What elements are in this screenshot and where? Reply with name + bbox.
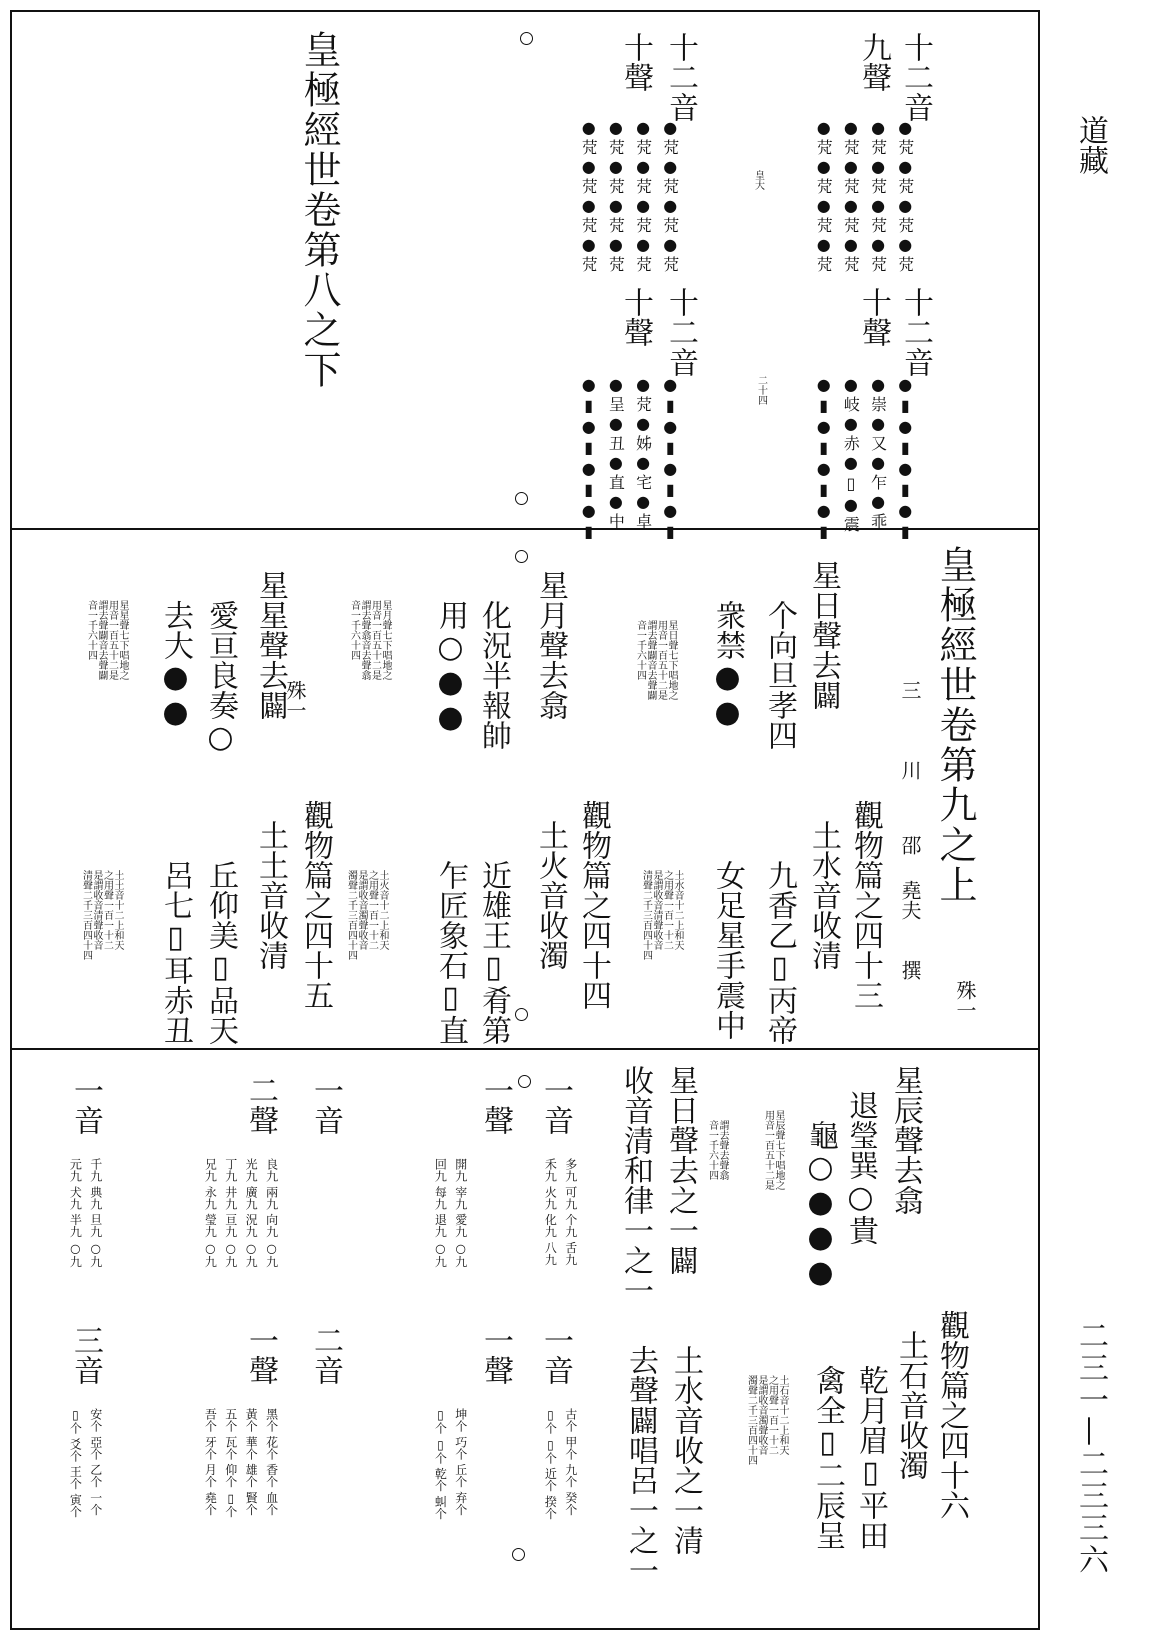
tbl-8-rows: 安个 亞个 乙个 一个 ▯个 爻个 王个 寅个 (68, 1408, 103, 1518)
note-b2-line: 濁聲二千三百四十四 (345, 870, 357, 960)
tbl-4-rows: 千九 典九 旦九 ○九 元九 犬九 半九 ○九 (68, 1158, 103, 1268)
block-header-1b: 九聲 (856, 32, 891, 92)
col-4: 星月聲去翕 (533, 570, 568, 720)
hole-marker (520, 32, 533, 45)
side-note-1: 皇大 (752, 170, 764, 190)
tbl-6-header: 一聲 (478, 1325, 513, 1385)
tbl-1-rows: 多九 可九 个九 舌九 禾九 火九 化九 八九 (543, 1158, 578, 1266)
tbl-2-header: 一聲 (478, 1075, 513, 1135)
tbl-3-header-a: 一音 (308, 1075, 343, 1135)
col-8: 愛亘良奏○ (203, 600, 238, 755)
col-b6: 土火音收濁 (533, 820, 568, 970)
col-b11: 丘仰美▯品天 (203, 860, 238, 1045)
note-b2-line: 土火音十二上和天 (377, 870, 388, 950)
tbl-6-rows: 坤个 巧个 丘个 弃个 ▯个 ▯个 乾个 虯个 (433, 1408, 468, 1520)
note-3-line: 音一千六十四 (85, 600, 97, 660)
note-b3-line: 是謂收音清聲收音 (91, 870, 102, 950)
heading-43: 觀物篇之四十三 (848, 800, 883, 1010)
note-2 (348, 600, 390, 680)
note-b3-line: 土土音十二上和天 (112, 870, 123, 950)
section-mark-2: 殊一 (283, 680, 307, 720)
bb-note (745, 1375, 787, 1465)
hole-marker (512, 1548, 525, 1561)
note-2-line: 音一千六十四 (348, 600, 360, 660)
author-2: 川 (898, 760, 922, 780)
bt-col-2: 退瑩巽○貴 (843, 1090, 878, 1245)
note-b1-line: 之用聲一百一十二 (661, 870, 673, 950)
section-mark: 殊一 (953, 980, 977, 1020)
note-1-line: 星日聲七下唱地之 (666, 620, 677, 700)
col-b12: 呂七▯耳赤丑 (158, 860, 193, 1045)
col-1: 星日聲去闢 (806, 560, 841, 710)
block-header-4a: 十二音 (663, 287, 698, 377)
hole-marker (515, 550, 528, 563)
bb-note-line: 濁聲二千三百四十四 (745, 1375, 757, 1465)
tbl-5-rows: 古个 甲个 九个 癸个 ▯个 ▯个 近个 揆个 (543, 1408, 578, 1520)
bb-col-2: 土石音收濁 (893, 1330, 928, 1480)
note-3-line: 謂去聲闢音去聲闢 (96, 600, 107, 680)
note-3-line: 用音一百五十二是 (106, 600, 118, 680)
block-header-2b: 十聲 (618, 32, 653, 92)
note-3-line: 星星聲七下唱地之 (117, 600, 128, 680)
hole-marker (515, 492, 528, 505)
bt-note-1-line: 星辰聲七下唱地之 (773, 1110, 784, 1190)
col-b7: 近雄王▯肴第 (476, 860, 511, 1045)
block-header-1a: 十二音 (898, 32, 933, 122)
side-note-2: 二十四 (755, 375, 767, 405)
margin-right-bottom: 二三一—二三三六 (1073, 1320, 1108, 1576)
col-b8: 乍匠象石▯直 (433, 860, 468, 1045)
divider-bottom (10, 1048, 1040, 1050)
col-5: 化況半報帥 (476, 600, 511, 750)
margin-right-top: 道藏 (1073, 115, 1108, 175)
note-b1 (640, 870, 682, 960)
author-3: 邵 (898, 835, 922, 855)
bt-note-2 (706, 1120, 727, 1180)
note-b3-line: 之用聲一百一十二 (101, 870, 113, 950)
tbl-3-rows: 良九 兩九 向九 ○九 光九 廣九 況九 ○九 丁九 井九 亘九 ○九 兄九 永九 瑩九 ○九 (203, 1158, 279, 1268)
col-b2: 土水音收清 (806, 820, 841, 970)
bt-col-5: 收音清和律一之一 (618, 1065, 653, 1305)
block-header-3a: 十二音 (898, 287, 933, 377)
tbl-1-header: 一音 (538, 1075, 573, 1135)
col-7: 星星聲去闢 (253, 570, 288, 720)
bb-note-line: 是謂收音濁聲收音 (756, 1375, 767, 1455)
note-b1-line: 土水音十二上和天 (672, 870, 683, 950)
bt-col-1: 星辰聲去翕 (888, 1065, 923, 1215)
hole-marker (518, 1075, 531, 1088)
col-9: 去大●● (158, 600, 193, 730)
tbl-7-header-a: 二音 (308, 1325, 343, 1385)
tbl-4-header: 一音 (68, 1075, 103, 1135)
bt-note-1-line: 用音一百五十二是 (762, 1110, 774, 1190)
note-b2-line: 是謂收音濁聲收音 (356, 870, 367, 950)
block-header-2a: 十二音 (663, 32, 698, 122)
bt-col-4: 星日聲去之一闢 (663, 1065, 698, 1275)
bb-col-6: 去聲闢唱呂一之一 (623, 1345, 658, 1585)
note-2-line: 星月聲七下唱地之 (380, 600, 391, 680)
tbl-7-rows: 黑个 花个 香个 血个 黃个 華个 雄个 賢个 五个 瓦个 仰个 ▯个 吾个 牙个 月个 堯个 (203, 1408, 279, 1518)
note-1-line: 謂去聲闢音去聲闢 (645, 620, 656, 700)
bt-note-1 (762, 1110, 783, 1190)
col-6: 用○●● (433, 600, 468, 735)
block-grid-2: ●䒮●䒮●䒮●䒮 ●䒮●䒮●䒮●䒮 ●䒮●䒮●䒮●䒮 ●䒮●䒮●䒮●䒮 (579, 118, 680, 274)
bt-col-3: 龜○●●● (803, 1120, 838, 1290)
col-b3: 九香乙▯丙帝 (762, 860, 797, 1045)
note-b2-line: 之用聲一百一十二 (366, 870, 378, 950)
tbl-7-header-b: 一聲 (243, 1325, 278, 1385)
note-1-line: 用音一百五十二是 (655, 620, 667, 700)
col-b10: 土土音收清 (253, 820, 288, 970)
bt-note-2-line: 音一千六十四 (706, 1120, 718, 1180)
bt-note-2-line: 謂去聲去聲翕 (717, 1120, 728, 1180)
note-1-line: 音一千六十四 (634, 620, 646, 680)
author-1: 三 (898, 680, 922, 700)
note-b1-line: 清聲二千三百四十四 (640, 870, 652, 960)
block-grid-4: ●▮●▮●▮●▮ ●䒮●姊●宅●卓 ●呈●丑●直●中 ●▮●▮●▮●▮ (579, 375, 680, 543)
heading-46: 觀物篇之四十六 (934, 1310, 969, 1520)
tbl-3-header-b: 二聲 (243, 1075, 278, 1135)
note-3 (85, 600, 127, 680)
bb-note-line: 土石音十二上和天 (777, 1375, 788, 1455)
col-2: 个向旦孝四 (762, 600, 797, 750)
note-2-line: 謂去聲翕音去聲翕 (359, 600, 370, 680)
bb-col-4: 禽全▯二辰呈 (810, 1365, 845, 1550)
bb-col-5: 土水音收之一清 (668, 1345, 703, 1555)
bb-note-line: 之用聲一百一十二 (766, 1375, 778, 1455)
chapter-title-8: 皇極經世卷第八之下 (297, 30, 341, 390)
col-3: 衆禁●● (710, 600, 745, 730)
tbl-2-rows: 開九 宰九 愛九 ○九 回九 每九 退九 ○九 (433, 1158, 468, 1268)
note-b3-line: 清聲二千三百四十四 (80, 870, 92, 960)
block-grid-1: ●䒮●䒮●䒮●䒮 ●䒮●䒮●䒮●䒮 ●䒮●䒮●䒮●䒮 ●䒮●䒮●䒮●䒮 (814, 118, 915, 274)
heading-45: 觀物篇之四十五 (298, 800, 333, 1010)
tbl-8-header: 三音 (68, 1325, 103, 1385)
col-b4: 女足星手震中 (710, 860, 745, 1040)
bb-col-3: 乾月眉▯平田 (853, 1365, 888, 1550)
author-5: 撰 (898, 960, 922, 980)
author-4: 堯夫 (898, 880, 922, 920)
tbl-5-header: 一音 (538, 1325, 573, 1385)
note-b3 (80, 870, 122, 960)
block-header-4b: 十聲 (618, 287, 653, 347)
note-b1-line: 是謂收音清聲收音 (651, 870, 662, 950)
note-2-line: 用音一百五十二是 (369, 600, 381, 680)
block-grid-3: ●▮●▮●▮●▮ ●崇●又●乍●乖 ●岐●赤●▯●震 ●▮●▮●▮●▮ (814, 375, 915, 543)
note-1 (634, 620, 676, 700)
hole-marker (515, 1008, 528, 1021)
heading-44: 觀物篇之四十四 (576, 800, 611, 1010)
block-header-3b: 十聲 (856, 287, 891, 347)
chapter-title-9: 皇極經世卷第九之上 (933, 545, 977, 905)
note-b2 (345, 870, 387, 960)
